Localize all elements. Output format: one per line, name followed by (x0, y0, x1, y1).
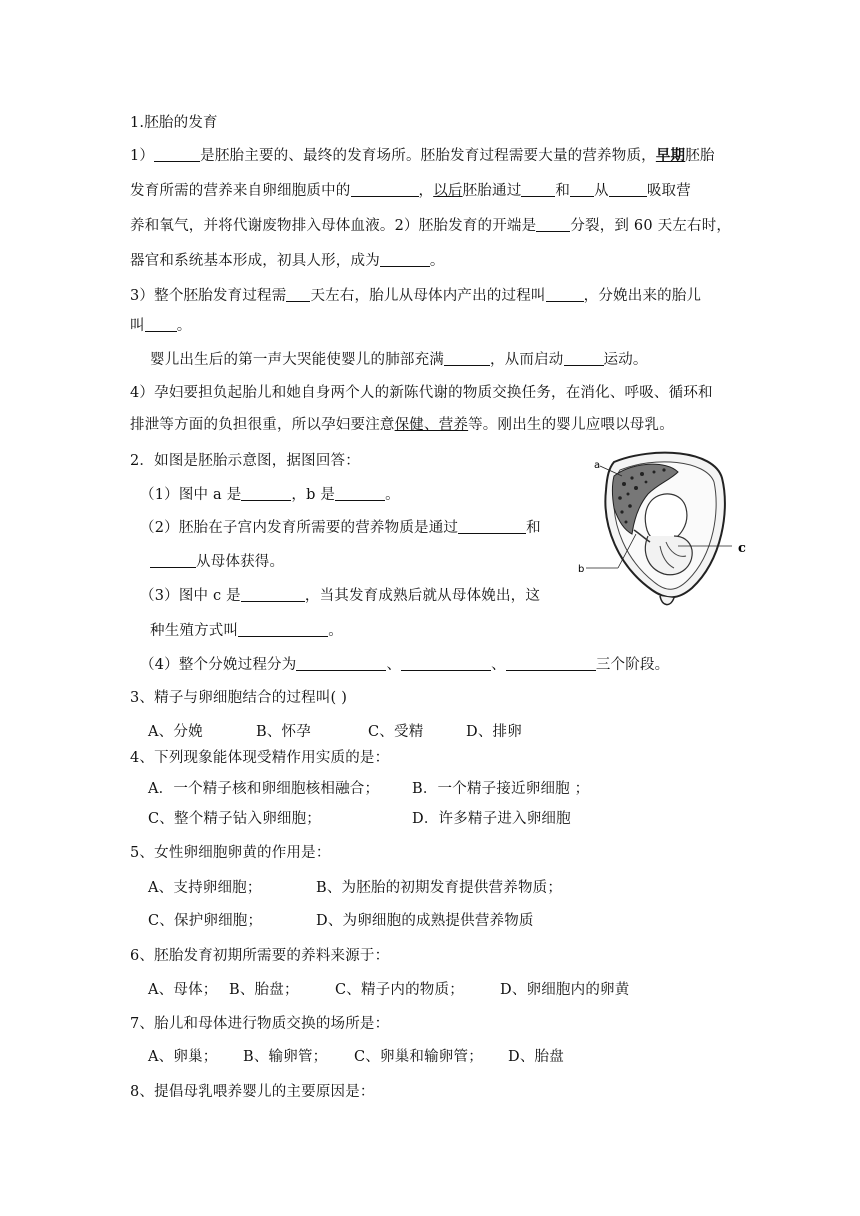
text: 分裂，到 60 天左右时， (570, 218, 732, 234)
q5-option-c[interactable]: C、保护卵细胞； (148, 913, 263, 929)
text: 养和氧气，并将代谢废物排入母体血液。2）胚胎发育的开端是 (130, 218, 537, 234)
section-2-title: 2．如图是胚胎示意图，据图回答： (130, 453, 360, 469)
text-underlined: 以后 (433, 183, 463, 199)
q7-stem: 7、胎儿和母体进行物质交换的场所是： (130, 1016, 390, 1032)
text: ，分娩出来的胎儿 (583, 288, 702, 304)
text: 和 (555, 183, 571, 199)
text: 。 (176, 318, 192, 334)
s1-line-4 (130, 251, 445, 271)
text: 天左右，胎儿从母体内产出的过程叫 (310, 288, 546, 304)
text: 叫 (130, 318, 145, 334)
s2-q2 (140, 518, 541, 538)
q4-option-d[interactable]: D．许多精子进入卵细胞 (412, 811, 571, 827)
s2-q3 (140, 586, 540, 606)
answer-blank[interactable] (506, 655, 596, 671)
text: ， (418, 183, 434, 199)
s2-q3-cont (150, 621, 343, 641)
answer-blank[interactable] (351, 181, 419, 197)
answer-blank[interactable] (401, 655, 491, 671)
section-1-title: 1.胚胎的发育 (130, 115, 218, 131)
s1-line-1 (130, 146, 715, 166)
q5-stem: 5、女性卵细胞卵黄的作用是： (130, 845, 331, 861)
s2-q2-cont (150, 552, 284, 572)
s1-line-8: 4）孕妇要担负起胎儿和她自身两个人的新陈代谢的物质交换任务，在消化、呼吸、循环和 (130, 385, 713, 401)
q6-stem: 6、胚胎发育初期所需要的养料来源于： (130, 948, 390, 964)
answer-blank[interactable] (145, 316, 177, 332)
answer-blank[interactable] (241, 485, 291, 501)
text: 、 (386, 657, 402, 673)
text: 发育所需的营养来自卵细胞质中的 (130, 183, 351, 199)
label-b: b (578, 564, 585, 575)
text: 3）整个胚胎发育过程需 (130, 288, 287, 304)
text: 运动。 (603, 352, 648, 368)
text: （4）整个分娩过程分为 (140, 657, 297, 673)
text: 。 (385, 487, 400, 503)
text-underlined: 保健、营养 (394, 417, 469, 433)
text: 等。刚出生的婴儿应喂以母乳。 (468, 417, 674, 433)
answer-blank[interactable] (296, 655, 386, 671)
text: 三个阶段。 (595, 657, 670, 673)
q4-option-a[interactable]: A．一个精子核和卵细胞核相融合； (148, 781, 380, 797)
q3-option-c[interactable]: C、受精 (368, 724, 424, 740)
q5-option-b[interactable]: B、为胚胎的初期发育提供营养物质； (316, 880, 563, 896)
s1-line-7 (150, 350, 648, 370)
text: 和 (526, 520, 541, 536)
answer-blank[interactable] (241, 586, 305, 602)
label-c: c (738, 541, 746, 556)
q3-stem: 3、精子与卵细胞结合的过程叫( ) (130, 690, 348, 706)
s2-q4 (140, 655, 669, 675)
q7-option-c[interactable]: C、卵巢和输卵管； (354, 1049, 483, 1065)
text: ，b 是 (291, 487, 336, 503)
s2-q1 (140, 485, 400, 505)
embryo-diagram (574, 450, 774, 615)
s1-line-3 (130, 216, 731, 236)
text: 器官和系统基本形成，初具人形，成为 (130, 253, 380, 269)
text: （3）图中 c 是 (140, 588, 241, 604)
q3-option-b[interactable]: B、怀孕 (256, 724, 311, 740)
text: 、 (491, 657, 506, 673)
text: 是胚胎主要的、最终的发育场所。胚胎发育过程需要大量的营养物质， (200, 148, 656, 164)
embryo-figure (574, 450, 774, 615)
label-a: a (594, 460, 601, 471)
q5-option-d[interactable]: D、为卵细胞的成熟提供营养物质 (316, 913, 534, 929)
s1-line-5 (130, 286, 701, 306)
answer-blank[interactable] (380, 251, 430, 267)
q6-option-d[interactable]: D、卵细胞内的卵黄 (500, 982, 630, 998)
text: 吸取营 (646, 183, 691, 199)
text: 。 (429, 253, 445, 269)
text: 1） (130, 148, 155, 164)
q4-stem: 4、下列现象能体现受精作用实质的是： (130, 750, 390, 766)
q4-option-c[interactable]: C、整个精子钻入卵细胞； (148, 811, 321, 827)
text: 种生殖方式叫 (150, 623, 239, 639)
answer-blank[interactable] (286, 286, 310, 302)
text: ，当其发育成熟后就从母体娩出，这 (304, 588, 541, 604)
q3-option-d[interactable]: D、排卵 (466, 724, 522, 740)
q8-stem: 8、提倡母乳喂养婴儿的主要原因是： (130, 1084, 375, 1100)
s1-line-6 (130, 316, 191, 336)
q6-option-c[interactable]: C、精子内的物质； (335, 982, 464, 998)
q3-option-a[interactable]: A、分娩 (148, 724, 203, 740)
answer-blank[interactable] (521, 181, 555, 197)
answer-blank[interactable] (570, 181, 594, 197)
q4-option-b[interactable]: B．一个精子接近卵细胞 ； (412, 781, 590, 797)
answer-blank[interactable] (458, 518, 526, 534)
text: 从 (594, 183, 609, 199)
text: 胚胎通过 (462, 183, 522, 199)
s1-line-9 (130, 415, 674, 435)
q6-option-b[interactable]: B、胎盘； (229, 982, 299, 998)
answer-blank[interactable] (154, 146, 200, 162)
answer-blank[interactable] (536, 216, 570, 232)
text: 排泄等方面的负担很重，所以孕妇要注意 (130, 417, 395, 433)
q7-option-d[interactable]: D、胎盘 (508, 1049, 564, 1065)
text: 从母体获得。 (196, 554, 285, 570)
text: （1）图中 a 是 (140, 487, 242, 503)
text: 胚胎 (685, 148, 715, 164)
text-underlined: 早期 (655, 147, 686, 164)
q7-option-a[interactable]: A、卵巢； (148, 1049, 218, 1065)
text: 婴儿出生后的第一声大哭能使婴儿的肺部充满 (150, 352, 444, 368)
answer-blank[interactable] (444, 350, 490, 366)
q7-option-b[interactable]: B、输卵管； (243, 1049, 328, 1065)
answer-blank[interactable] (335, 485, 385, 501)
q6-option-a[interactable]: A、母体； (148, 982, 218, 998)
text: 。 (328, 623, 343, 639)
text: （2）胚胎在子宫内发育所需要的营养物质是通过 (140, 520, 459, 536)
q5-option-a[interactable]: A、支持卵细胞； (148, 880, 262, 896)
answer-blank[interactable] (150, 552, 196, 568)
s1-line-2 (130, 181, 691, 201)
answer-blank[interactable] (564, 350, 604, 366)
answer-blank[interactable] (546, 286, 584, 302)
text: ，从而启动 (490, 352, 564, 368)
answer-blank[interactable] (609, 181, 647, 197)
answer-blank[interactable] (238, 621, 328, 637)
